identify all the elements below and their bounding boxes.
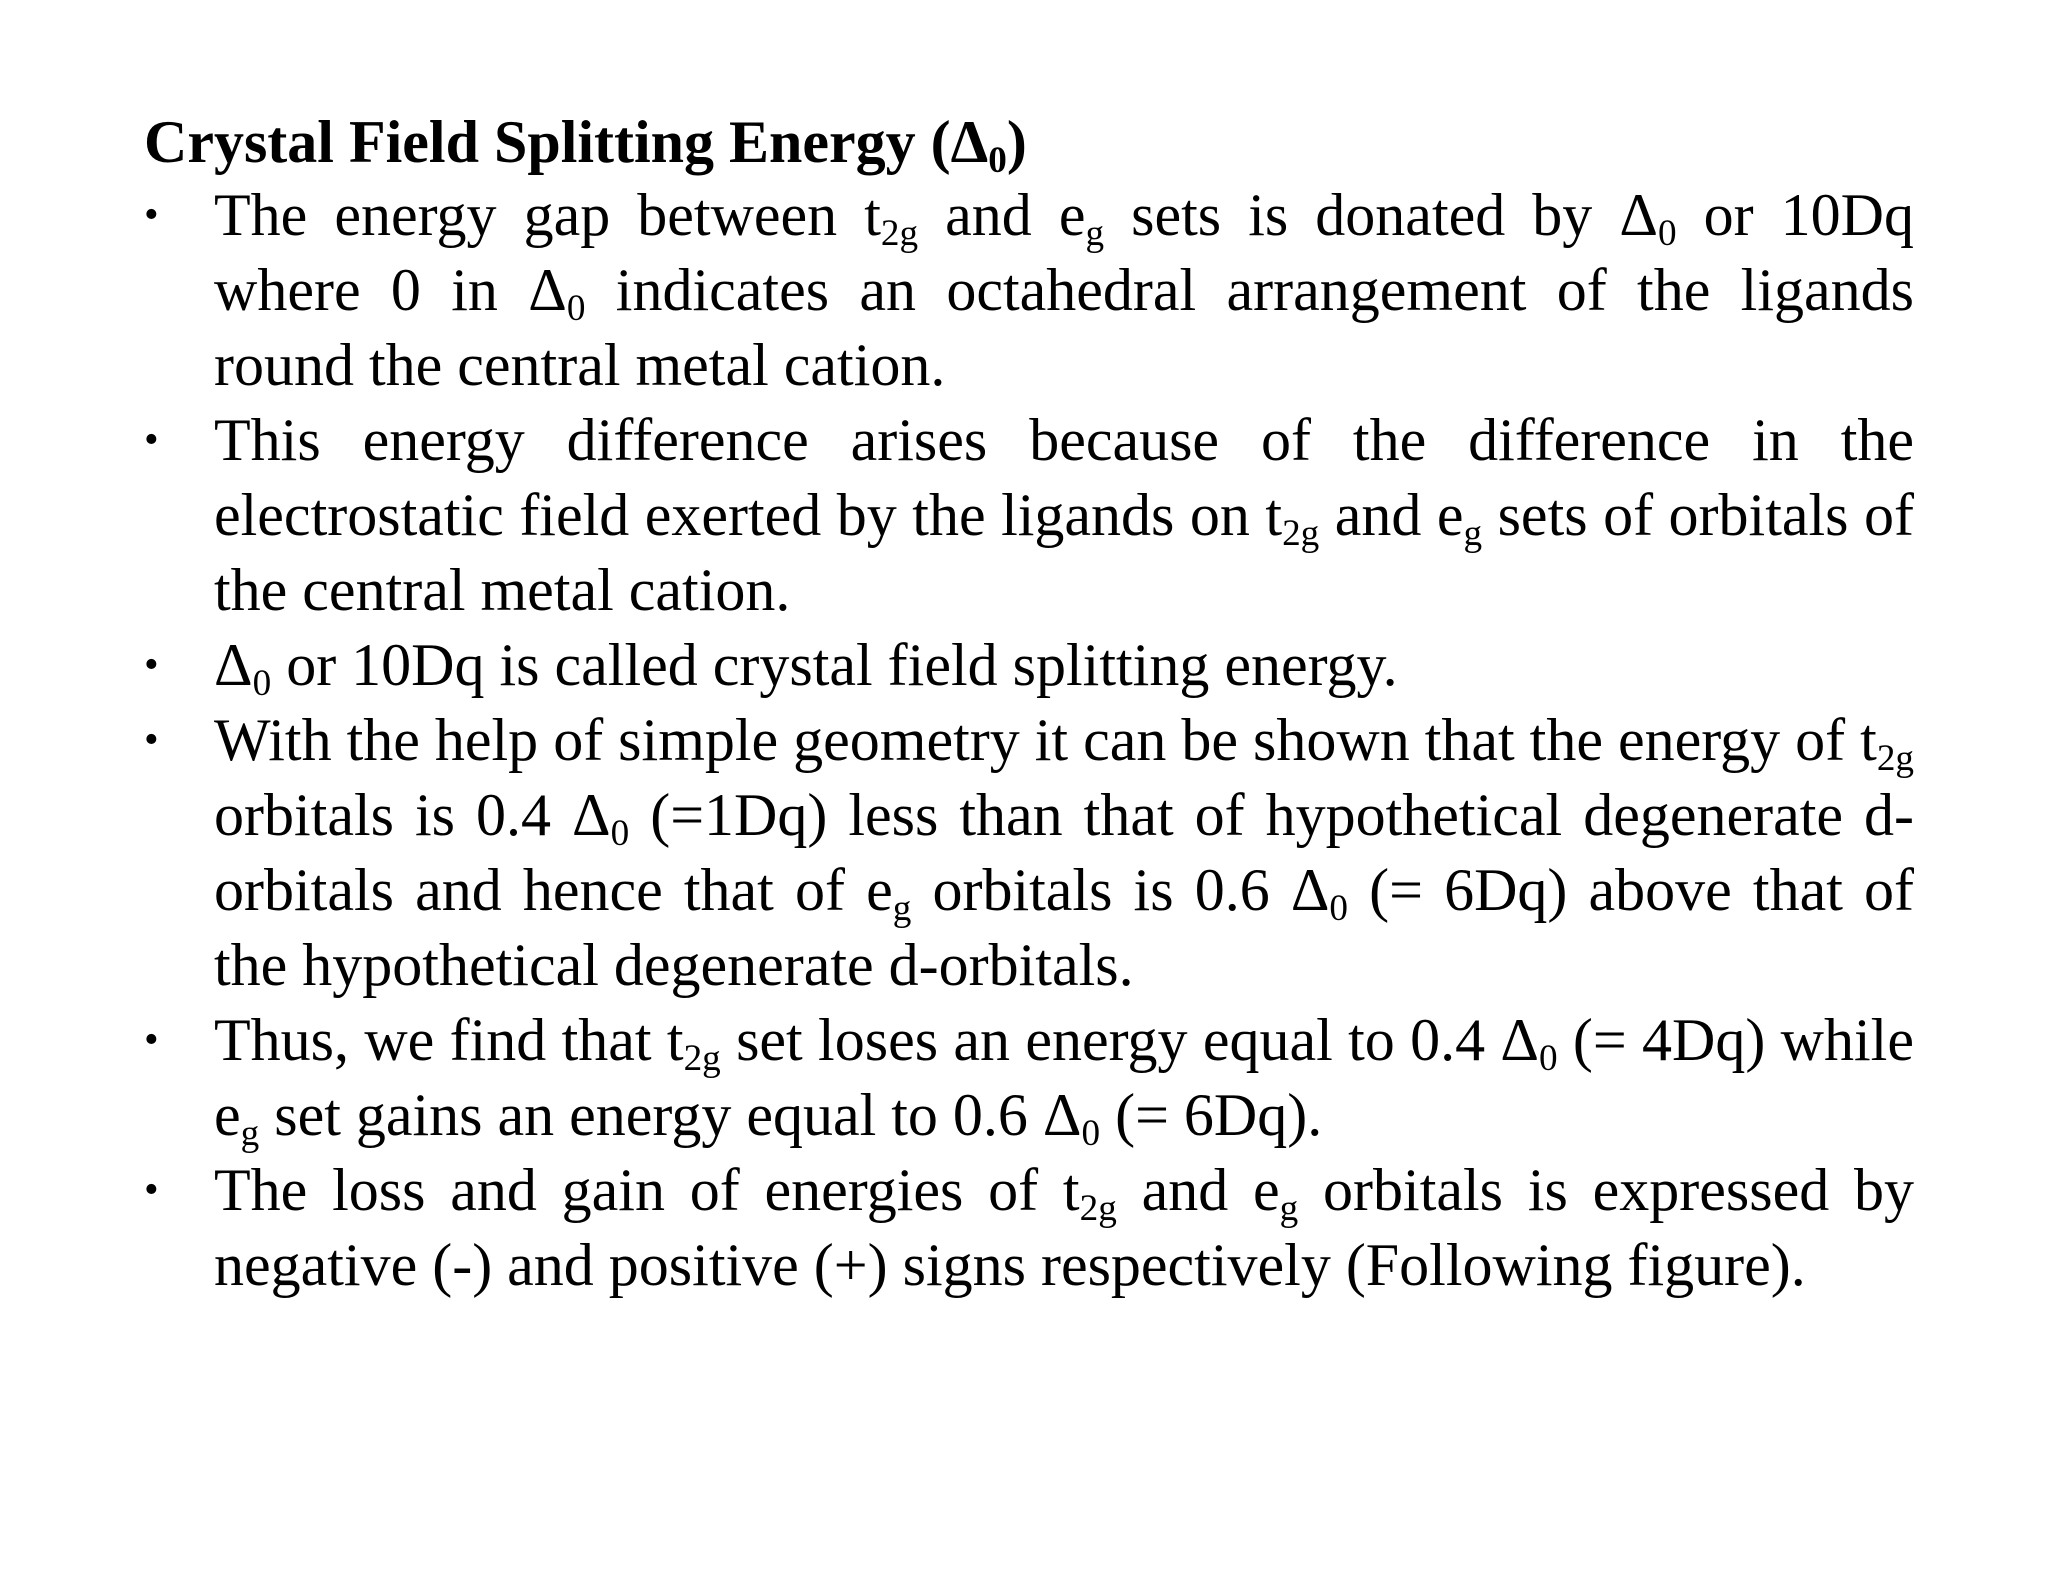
text-run: Thus, we find that t <box>214 1007 684 1073</box>
bullet-list <box>144 178 1914 1303</box>
subscript: 2g <box>1079 1188 1117 1230</box>
text-run: (= 6Dq). <box>1100 1082 1323 1148</box>
title-close-paren: ) <box>1006 109 1027 175</box>
bullet-text <box>214 628 1914 703</box>
bullet-text <box>214 1003 1914 1153</box>
text-run: or 10Dq where 0 in Δ <box>214 182 1915 323</box>
subscript: 0 <box>1538 1038 1558 1080</box>
bullet-text <box>214 178 1914 403</box>
bullet-item <box>144 403 1914 628</box>
text-run: and e <box>918 182 1086 248</box>
text-run: Δ <box>214 632 253 698</box>
bullet-dot-icon: • <box>144 192 159 238</box>
bullet-text <box>214 403 1914 628</box>
text-run: set loses an energy equal to 0.4 Δ <box>720 1007 1539 1073</box>
text-run: and e <box>1319 482 1464 548</box>
bullet-dot-icon: • <box>144 717 159 763</box>
text-run: With the help of simple geometry it can be shown that the energy of t <box>214 707 1877 773</box>
subscript: 0 <box>252 663 272 705</box>
bullet-item <box>144 178 1914 403</box>
subscript: 2g <box>683 1038 721 1080</box>
subscript: 2g <box>1876 738 1914 780</box>
subscript: g <box>892 888 912 930</box>
text-run: or 10Dq is called crystal field splitting energy. <box>271 632 1398 698</box>
bullet-dot-icon: • <box>144 1167 159 1213</box>
subscript: 0 <box>1657 213 1677 255</box>
subscript: 2g <box>1282 513 1320 555</box>
text-run: and e <box>1116 1157 1280 1223</box>
text-run: orbitals is expressed by negative (-) and positive (+) signs respectively (Following figure). <box>214 1157 1914 1298</box>
subscript: 0 <box>1329 888 1349 930</box>
text-run: (= 6Dq) above that of the hypothetical degenerate d-orbitals. <box>214 857 1915 998</box>
bullet-dot-icon: • <box>144 1017 159 1063</box>
bullet-dot-icon: • <box>144 417 159 463</box>
text-run: orbitals is 0.6 Δ <box>911 857 1330 923</box>
bullet-item <box>144 1153 1914 1303</box>
bullet-text <box>214 1153 1914 1303</box>
text-run: indicates an octahedral arrangement of the ligands round the central metal cation. <box>214 257 1915 398</box>
bullet-dot-icon: • <box>144 642 159 688</box>
text-run: sets of orbitals of the central metal cation. <box>214 482 1914 623</box>
subscript: 0 <box>566 288 586 330</box>
subscript: 0 <box>1081 1113 1101 1155</box>
text-run: The loss and gain of energies of t <box>214 1157 1080 1223</box>
subscript: 0 <box>610 813 630 855</box>
text-run: The energy gap between t <box>214 182 881 248</box>
subscript: g <box>1085 213 1105 255</box>
title-text: Crystal Field Splitting Energy (Δ <box>144 109 989 175</box>
text-run: sets is donated by Δ <box>1104 182 1658 248</box>
bullet-item <box>144 628 1914 703</box>
text-run: (= 4Dq) while e <box>214 1007 1914 1148</box>
title-subscript: 0 <box>988 140 1007 182</box>
subscript: g <box>240 1113 260 1155</box>
text-run: orbitals is 0.4 Δ <box>214 782 611 848</box>
subscript: 2g <box>880 213 919 255</box>
bullet-item <box>144 703 1914 1003</box>
text-run: This energy difference arises because of the difference in the electrostatic field exerted by the ligands on t <box>214 407 1914 548</box>
bullet-text <box>214 703 1914 1003</box>
subscript: g <box>1463 513 1483 555</box>
bullet-item <box>144 1003 1914 1153</box>
subscript: g <box>1279 1188 1299 1230</box>
slide-title <box>144 106 1027 182</box>
text-run: (=1Dq) less than that of hypothetical degenerate d-orbitals and hence that of e <box>214 782 1914 923</box>
text-run: set gains an energy equal to 0.6 Δ <box>259 1082 1082 1148</box>
